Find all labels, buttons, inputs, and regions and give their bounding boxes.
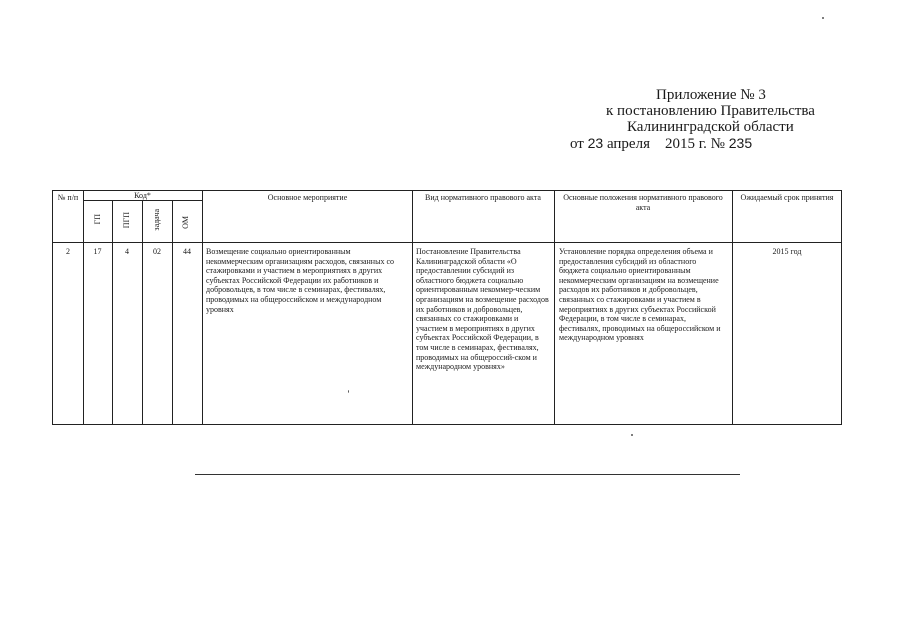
document-header bbox=[560, 87, 840, 152]
row-act-type: Постановление Правительства Калининградской области «О предоставлении субсидий из областного бюджета социально ориентированным некоммер-ческим организациям на возмещение расходов их работников и добровольцев, связанных со стажировками и участием в мероприятиях в других субъектах Российской Федерации, в том числе в семинарах, фестивалях, проводимых на общероссий-ском и международном уровнях» bbox=[416, 247, 549, 372]
row-num: 2 bbox=[66, 247, 70, 256]
scan-speck bbox=[348, 390, 349, 393]
scan-speck bbox=[822, 17, 824, 19]
appendix-region: Калининградской области bbox=[627, 119, 794, 135]
header-num: № п/п bbox=[57, 193, 79, 202]
row-code-task: 02 bbox=[153, 247, 161, 256]
col-divider-code bbox=[83, 190, 84, 425]
col-divider-task bbox=[142, 200, 143, 425]
header-term: Ожидаемый срок принятия bbox=[740, 193, 834, 202]
header-provisions: Основные положения нормативного правового акта bbox=[563, 193, 723, 212]
col-divider-pgp bbox=[112, 200, 113, 425]
col-divider-provisions bbox=[554, 190, 555, 425]
header-bottom-line bbox=[52, 242, 842, 243]
col-divider-term bbox=[732, 190, 733, 425]
header-code-pgp: ПГП bbox=[122, 212, 131, 229]
header-code: Код* bbox=[134, 191, 151, 200]
date-day: 23 bbox=[587, 135, 604, 151]
date-month: апреля bbox=[606, 136, 650, 152]
header-act-type: Вид нормативного правового акта bbox=[425, 193, 541, 202]
appendix-reference: к постановлению Правительства bbox=[606, 103, 815, 119]
row-term: 2015 год bbox=[772, 247, 802, 256]
table-border-bottom bbox=[52, 424, 842, 425]
col-divider-act-type bbox=[412, 190, 413, 425]
header-code-om: ОМ bbox=[181, 216, 190, 229]
row-code-om: 44 bbox=[183, 247, 191, 256]
header-code-task: задача bbox=[152, 209, 161, 231]
table-border-left bbox=[52, 190, 53, 425]
scan-speck bbox=[631, 434, 633, 436]
row-code-gp: 17 bbox=[93, 247, 102, 256]
appendix-date-line bbox=[560, 135, 840, 152]
row-code-pgp: 4 bbox=[125, 247, 129, 256]
col-divider-measure bbox=[202, 190, 203, 425]
regulation-table bbox=[52, 190, 842, 425]
header-measure: Основное мероприятие bbox=[267, 193, 348, 202]
date-prefix: от bbox=[570, 136, 584, 152]
row-measure: Возмещение социально ориентированным некоммерческим организациям расходов, связанных со стажировками и участием в мероприятиях в других субъектах Российской Федерации их работников и добровольцев, в том числе в семинарах, фестивалях, проводимых на общероссийском и международном уровнях bbox=[206, 247, 395, 314]
appendix-title: Приложение № 3 bbox=[656, 87, 766, 103]
footer-separator bbox=[195, 474, 740, 475]
table-border-right bbox=[841, 190, 842, 425]
date-year: 2015 г. № bbox=[664, 136, 725, 152]
col-divider-om bbox=[172, 200, 173, 425]
row-provisions: Установление порядка определения объема и предоставления субсидий из областного бюджета социально ориентированным некоммерческим организациям на возмещение расходов их работников и добровольцев, связанных со стажировками и участием в мероприятиях в других субъектах Российской Федерации, в том числе в семинарах, фестивалях, проводимых на общероссийском и международном уровнях bbox=[559, 247, 721, 343]
decree-number: 235 bbox=[728, 135, 753, 151]
header-code-gp: ГП bbox=[93, 214, 102, 225]
